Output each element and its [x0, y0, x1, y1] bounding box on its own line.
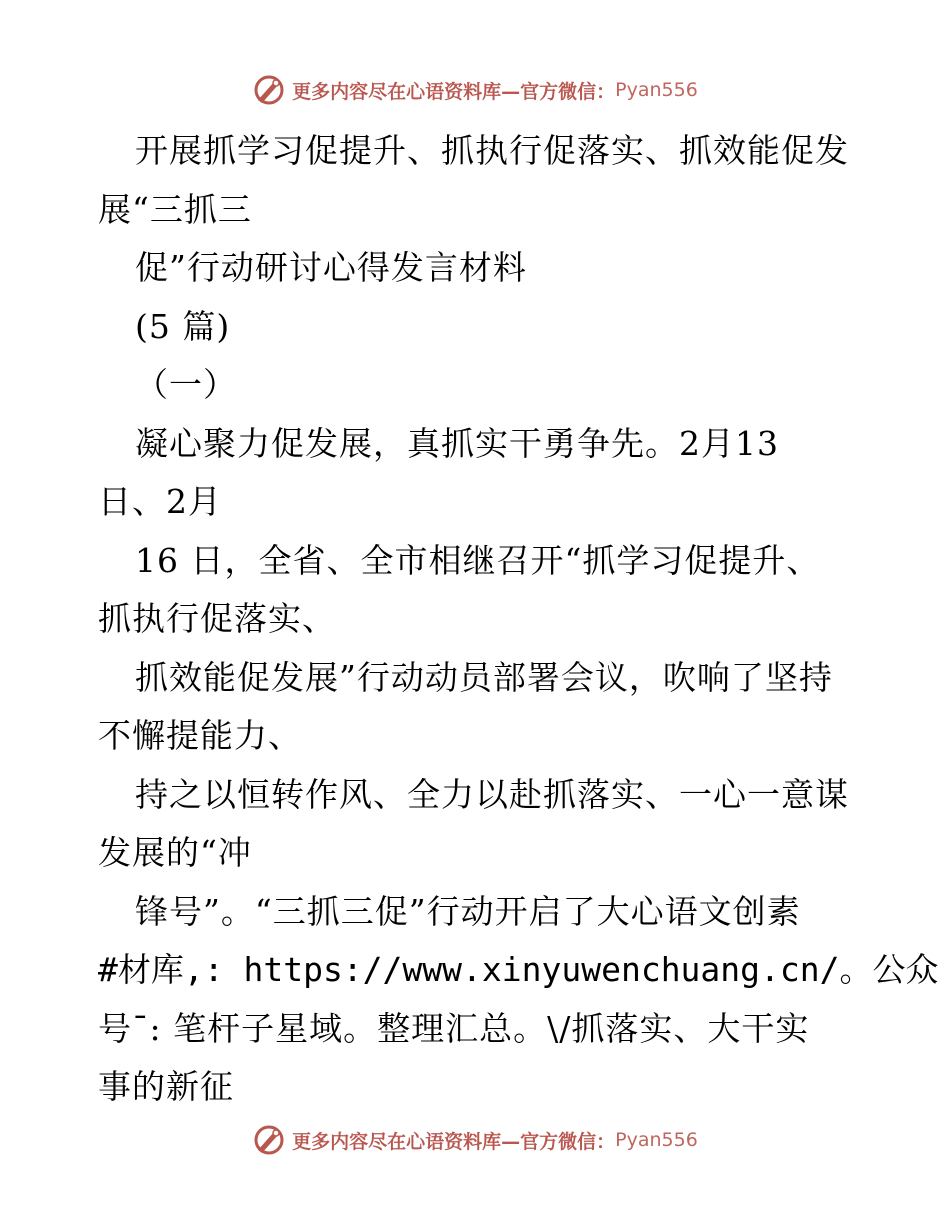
text-line: 凝心聚力促发展，真抓实干勇争先。2月13	[135, 423, 779, 463]
text-line: 日、2月	[98, 482, 222, 521]
footer-watermark-banner	[0, 1120, 950, 1160]
text-line: 发展的“冲	[98, 833, 252, 872]
text-line: 16 日，全省、全市相继召开“抓学习促提升、	[135, 540, 821, 580]
text-line: （一）	[135, 365, 237, 404]
text-line: #材库,: https://www.xinyuwenchuang.cn/。公众	[98, 950, 939, 989]
text-line: 事的新征	[98, 1067, 234, 1106]
pen-logo-icon	[252, 73, 286, 107]
text-line: 促”行动研讨心得发言材料	[135, 248, 527, 287]
banner-text: 更多内容尽在心语资料库—官方微信：	[292, 80, 616, 103]
text-line: 锋号”。“三抓三促”行动开启了大心语文创素	[135, 891, 801, 931]
text-line: (5 篇)	[135, 306, 231, 346]
text-line: 开展抓学习促提升、抓执行促落实、抓效能促发	[135, 131, 849, 170]
banner-text: 更多内容尽在心语资料库—官方微信：	[292, 1130, 616, 1153]
text-line: 展“三抓三	[98, 189, 252, 229]
banner-wechat-id: Pyan556	[615, 1129, 698, 1151]
pen-logo-icon	[252, 1123, 286, 1157]
header-watermark-banner	[0, 70, 950, 110]
text-line: 不懈提能力、	[98, 716, 302, 755]
text-line: 抓效能促发展”行动动员部署会议，吹响了坚持	[135, 657, 833, 697]
document-body	[98, 122, 939, 1117]
text-line: 号¯: 笔杆子星域。整理汇总。\/抓落实、大干实	[98, 1008, 810, 1048]
banner-wechat-id: Pyan556	[615, 79, 698, 101]
text-line: 持之以恒转作风、全力以赴抓落实、一心一意谋	[135, 774, 849, 814]
text-line: 抓执行促落实、	[98, 599, 336, 638]
